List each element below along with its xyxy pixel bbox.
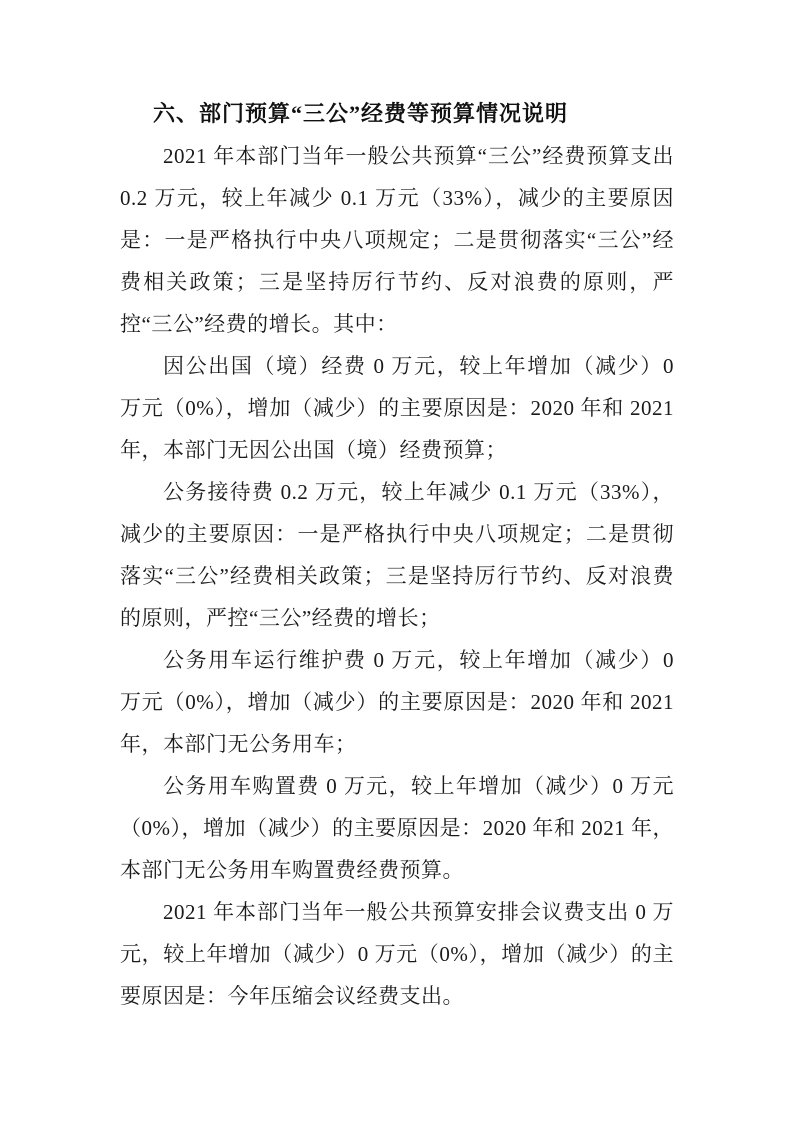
paragraph-official-reception-expense: 公务接待费 0.2 万元，较上年减少 0.1 万元（33%），减少的主要原因：一是严格执行中央八项规定；二是贯彻落实“三公”经费相关政策；三是坚持厉行节约、反对浪费的原则，严控“三公”经费的增长； [120, 480, 674, 630]
paragraph-three-public-summary: 2021 年本部门当年一般公共预算“三公”经费预算支出 0.2 万元，较上年减少 0.1 万元（33%），减少的主要原因是：一是严格执行中央八项规定；二是贯彻落实“三公”经费相关政策；三是坚持厉行节约、反对浪费的原则，严控“三公”经费的增长。其中： [120, 144, 674, 336]
paragraph-vehicle-purchase-expense: 公务用车购置费 0 万元，较上年增加（减少）0 万元（0%），增加（减少）的主要原因是：2020 年和 2021 年，本部门无公务用车购置费经费预算。 [120, 774, 674, 882]
section-title: 六、部门预算“三公”经费等预算情况说明 [153, 101, 569, 126]
document-content [120, 93, 674, 1017]
paragraph-vehicle-operation-maintenance-expense: 公务用车运行维护费 0 万元，较上年增加（减少）0 万元（0%），增加（减少）的主要原因是：2020 年和 2021 年，本部门无公务用车； [120, 648, 674, 756]
paragraph-overseas-travel-expense: 因公出国（境）经费 0 万元，较上年增加（减少）0 万元（0%），增加（减少）的主要原因是：2020 年和 2021 年，本部门无因公出国（境）经费预算； [120, 354, 674, 462]
paragraph-meeting-expense: 2021 年本部门当年一般公共预算安排会议费支出 0 万元，较上年增加（减少）0 万元（0%），增加（减少）的主要原因是：今年压缩会议经费支出。 [120, 900, 674, 1008]
